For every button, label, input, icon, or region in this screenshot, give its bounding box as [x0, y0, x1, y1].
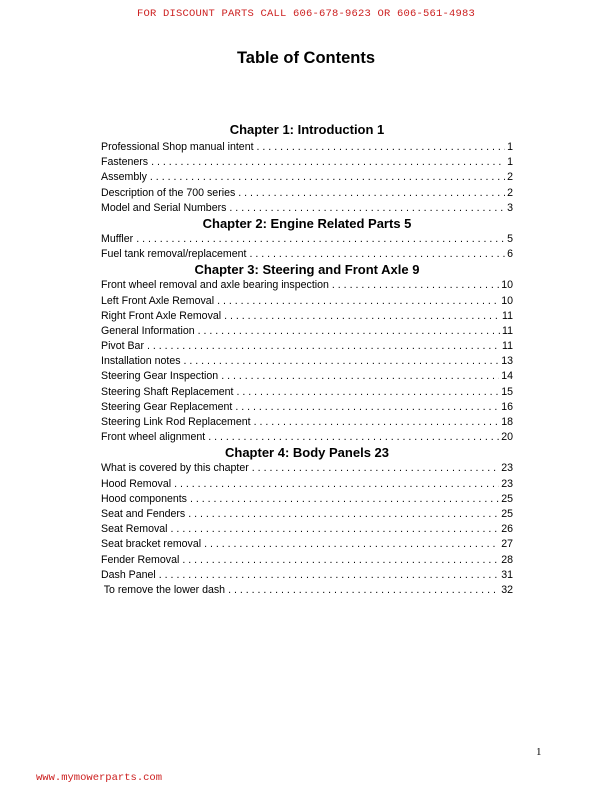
toc-entry-page: 25 — [501, 507, 513, 520]
toc-entry-label: Professional Shop manual intent — [101, 141, 254, 153]
footer-website-link[interactable]: www.mymowerparts.com — [36, 772, 163, 784]
toc-entry-page: 2 — [507, 171, 513, 184]
toc-entry[interactable] — [101, 553, 513, 568]
toc-entry-label: Hood components — [101, 492, 187, 505]
toc-entry-page: 1 — [507, 156, 513, 169]
discount-parts-banner: FOR DISCOUNT PARTS CALL 606-678-9623 OR 606-561-4983 — [136, 8, 476, 20]
toc-entry[interactable] — [101, 247, 513, 262]
dot-leader — [147, 339, 500, 354]
toc-entry[interactable] — [101, 537, 513, 552]
toc-entry-label: Muffler — [101, 232, 134, 245]
dot-leader — [204, 537, 499, 552]
dot-leader — [208, 430, 499, 445]
toc-entry-page: 18 — [501, 416, 513, 428]
toc-entry-page: 13 — [501, 355, 513, 368]
toc-entry[interactable] — [101, 477, 513, 492]
toc-entry-page: 28 — [501, 553, 513, 566]
dot-leader — [190, 492, 499, 507]
toc-entry-label: Right Front Axle Removal — [101, 309, 222, 322]
toc-entry[interactable] — [101, 186, 513, 201]
toc-entry-page: 23 — [501, 477, 513, 490]
toc-entry-label: Seat bracket removal — [101, 538, 202, 551]
toc-entry-label: General Information — [101, 324, 195, 337]
toc-entry-label: Model and Serial Numbers — [101, 201, 227, 214]
toc-entry[interactable] — [101, 294, 513, 309]
toc-entry-label: Steering Shaft Replacement — [101, 385, 234, 398]
toc-entry-label: Assembly — [101, 171, 147, 184]
toc-entry-label: Pivot Bar — [101, 340, 144, 353]
toc-entry[interactable] — [101, 400, 513, 415]
chapter-heading[interactable]: Chapter 4: Body Panels 23 — [225, 445, 389, 461]
toc-entry-label: Installation notes — [101, 355, 181, 368]
dot-leader — [136, 232, 505, 247]
dot-leader — [254, 415, 500, 430]
toc-entry-label: Steering Link Rod Replacement — [101, 416, 251, 428]
toc-entry-label: Seat Removal — [101, 523, 168, 536]
toc-entry-page: 32 — [501, 583, 513, 596]
toc-entry-label: Front wheel removal and axle bearing inspection — [101, 279, 329, 292]
table-of-contents — [101, 122, 513, 598]
dot-leader — [252, 461, 499, 476]
toc-entry[interactable] — [101, 461, 513, 476]
toc-entry[interactable] — [101, 583, 513, 598]
dot-leader — [151, 155, 505, 170]
toc-entry-label: Fasteners — [101, 156, 149, 169]
dot-leader — [257, 140, 506, 155]
dot-leader — [174, 477, 499, 492]
toc-entry-page: 27 — [501, 538, 513, 551]
toc-entry[interactable] — [101, 492, 513, 507]
dot-leader — [198, 324, 500, 339]
toc-entry-page: 1 — [507, 141, 513, 153]
toc-entry-page: 15 — [501, 385, 513, 398]
toc-entry-page: 3 — [507, 201, 513, 214]
toc-entry[interactable] — [101, 430, 513, 445]
toc-entry-page: 23 — [501, 462, 513, 475]
toc-entry-page: 20 — [501, 431, 513, 444]
toc-entry[interactable] — [101, 201, 513, 216]
toc-entry-page: 10 — [501, 294, 513, 307]
toc-entry[interactable] — [101, 369, 513, 384]
toc-entry-page: 6 — [507, 248, 513, 261]
toc-entry-page: 10 — [501, 279, 513, 292]
toc-entry-page: 5 — [507, 232, 513, 245]
toc-entry-page: 16 — [501, 400, 513, 413]
dot-leader — [171, 522, 500, 537]
toc-entry-label: Fuel tank removal/replacement — [101, 248, 247, 261]
dot-leader — [228, 583, 499, 598]
dot-leader — [188, 507, 499, 522]
toc-entry-page: 11 — [502, 340, 513, 353]
toc-entry[interactable] — [101, 324, 513, 339]
toc-entry[interactable] — [101, 354, 513, 369]
toc-entry[interactable] — [101, 522, 513, 537]
toc-entry[interactable] — [101, 507, 513, 522]
toc-entry[interactable] — [101, 140, 513, 155]
toc-entry-label: Front wheel alignment — [101, 431, 206, 444]
toc-entry-page: 31 — [501, 568, 513, 581]
toc-entry-page: 25 — [501, 492, 513, 505]
toc-entry[interactable] — [101, 232, 513, 247]
toc-entry-page: 11 — [502, 309, 513, 322]
toc-entry[interactable] — [101, 415, 513, 430]
toc-entry-label: Steering Gear Replacement — [101, 400, 233, 413]
page-title: Table of Contents — [236, 49, 376, 67]
toc-entry[interactable] — [101, 339, 513, 354]
toc-entry[interactable] — [101, 309, 513, 324]
dot-leader — [235, 400, 499, 415]
chapter-heading[interactable]: Chapter 1: Introduction 1 — [229, 122, 385, 137]
toc-entry[interactable] — [101, 568, 513, 583]
chapter-heading[interactable]: Chapter 3: Steering and Front Axle 9 — [194, 262, 420, 278]
toc-entry-label: What is covered by this chapter — [101, 462, 249, 475]
chapter-heading[interactable]: Chapter 2: Engine Related Parts 5 — [202, 215, 412, 231]
toc-entry-label: Dash Panel — [101, 568, 156, 581]
toc-entry-page: 2 — [507, 186, 513, 199]
dot-leader — [217, 294, 499, 309]
toc-entry-page: 26 — [501, 523, 513, 536]
dot-leader — [229, 201, 505, 216]
page-number: 1 — [536, 746, 542, 758]
toc-entry[interactable] — [101, 170, 513, 185]
dot-leader — [184, 354, 500, 369]
toc-entry-page: 11 — [502, 324, 513, 337]
toc-entry[interactable] — [101, 278, 513, 293]
toc-entry[interactable] — [101, 155, 513, 170]
dot-leader — [182, 553, 499, 568]
dot-leader — [221, 369, 499, 384]
dot-leader — [159, 568, 499, 583]
toc-entry-label: Seat and Fenders — [101, 507, 186, 520]
toc-entry-page: 14 — [501, 370, 513, 383]
dot-leader — [238, 186, 505, 201]
toc-entry-label: Left Front Axle Removal — [101, 294, 215, 307]
toc-entry-label: Fender Removal — [101, 553, 180, 566]
dot-leader — [150, 170, 505, 185]
dot-leader — [249, 247, 505, 262]
dot-leader — [332, 278, 499, 293]
dot-leader — [224, 309, 500, 324]
dot-leader — [237, 385, 500, 400]
toc-entry-label: To remove the lower dash — [101, 583, 226, 596]
toc-entry[interactable] — [101, 385, 513, 400]
toc-entry-label: Hood Removal — [101, 477, 172, 490]
toc-entry-label: Description of the 700 series — [101, 186, 236, 199]
toc-entry-label: Steering Gear Inspection — [101, 370, 219, 383]
